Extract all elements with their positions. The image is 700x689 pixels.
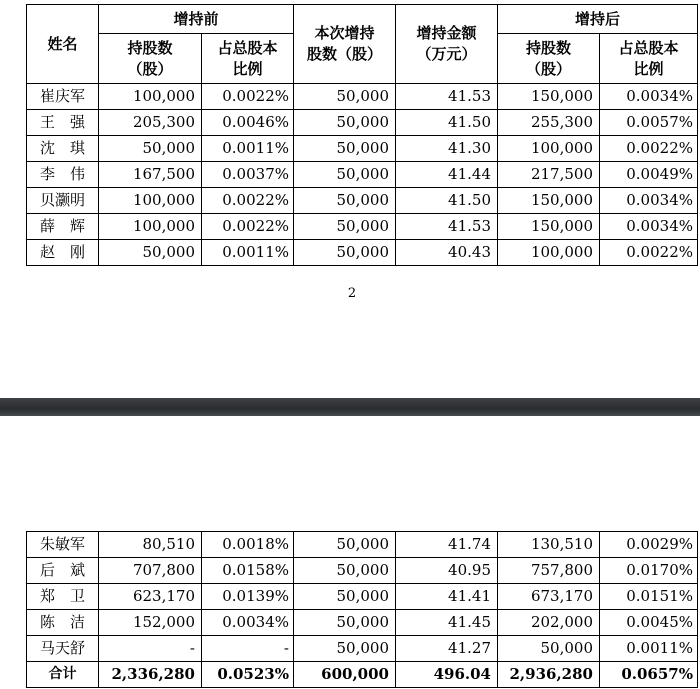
header-after-ratio xyxy=(600,34,698,84)
table-row xyxy=(27,532,698,558)
cell-after-shares: 150,000 xyxy=(498,214,600,240)
cell-amount: 40.43 xyxy=(396,240,498,266)
cell-name: 后 斌 xyxy=(27,558,99,584)
cell-after-ratio: 0.0151% xyxy=(600,584,698,610)
cell-amount: 41.45 xyxy=(396,610,498,636)
cell-after-shares: 100,000 xyxy=(498,136,600,162)
page-number: 2 xyxy=(347,286,357,301)
page-break-bar xyxy=(0,398,700,416)
cell-before-shares: 100,000 xyxy=(99,214,202,240)
cell-before-shares: 100,000 xyxy=(99,188,202,214)
cell-after-ratio: 0.0049% xyxy=(600,162,698,188)
header-amount-text: 增持金额 （万元） xyxy=(416,24,477,63)
cell-amount: 41.41 xyxy=(396,584,498,610)
cell-before-ratio: 0.0037% xyxy=(202,162,294,188)
cell-before-shares: 623,170 xyxy=(99,584,202,610)
cell-increase: 50,000 xyxy=(294,636,396,662)
table-row xyxy=(27,240,698,266)
cell-before-shares: 50,000 xyxy=(99,240,202,266)
cell-before-shares: 167,500 xyxy=(99,162,202,188)
cell-after-ratio: 0.0034% xyxy=(600,188,698,214)
cell-before-ratio: 0.0011% xyxy=(202,136,294,162)
table-row xyxy=(27,558,698,584)
cell-before-ratio: 0.0018% xyxy=(202,532,294,558)
cell-amount: 496.04 xyxy=(396,662,498,688)
cell-increase: 600,000 xyxy=(294,662,396,688)
cell-after-ratio: 0.0022% xyxy=(600,240,698,266)
cell-name: 朱敏军 xyxy=(27,532,99,558)
header-after-ratio-text: 占总股本 比例 xyxy=(618,38,679,78)
header-after-shares-text: 持股数 （股） xyxy=(525,38,571,78)
cell-after-shares: 100,000 xyxy=(498,240,600,266)
cell-increase: 50,000 xyxy=(294,162,396,188)
cell-increase: 50,000 xyxy=(294,584,396,610)
cell-name: 王 强 xyxy=(27,110,99,136)
header-after-shares xyxy=(498,34,600,84)
cell-after-ratio: 0.0657% xyxy=(600,662,698,688)
cell-after-shares: 202,000 xyxy=(498,610,600,636)
holdings-table-part-2 xyxy=(26,531,698,688)
cell-name: 马天舒 xyxy=(27,636,99,662)
cell-name: 李 伟 xyxy=(27,162,99,188)
cell-before-ratio: 0.0523% xyxy=(202,662,294,688)
cell-before-shares: 80,510 xyxy=(99,532,202,558)
cell-before-ratio: 0.0034% xyxy=(202,610,294,636)
cell-before-shares: 707,800 xyxy=(99,558,202,584)
header-after-group: 增持后 xyxy=(498,5,698,34)
cell-after-shares: 255,300 xyxy=(498,110,600,136)
cell-name: 崔庆军 xyxy=(27,84,99,110)
cell-increase: 50,000 xyxy=(294,84,396,110)
table-row xyxy=(27,214,698,240)
header-before-shares xyxy=(99,34,202,84)
cell-before-shares: 2,336,280 xyxy=(99,662,202,688)
cell-before-shares: - xyxy=(99,636,202,662)
cell-before-ratio: 0.0022% xyxy=(202,84,294,110)
cell-increase: 50,000 xyxy=(294,188,396,214)
cell-amount: 41.74 xyxy=(396,532,498,558)
cell-after-ratio: 0.0170% xyxy=(600,558,698,584)
cell-amount: 41.27 xyxy=(396,636,498,662)
table-row xyxy=(27,84,698,110)
cell-before-shares: 100,000 xyxy=(99,84,202,110)
cell-amount: 41.50 xyxy=(396,110,498,136)
cell-after-shares: 150,000 xyxy=(498,188,600,214)
total-row xyxy=(27,662,698,688)
cell-increase: 50,000 xyxy=(294,110,396,136)
cell-after-shares: 673,170 xyxy=(498,584,600,610)
cell-name: 合计 xyxy=(27,662,99,688)
cell-amount: 41.53 xyxy=(396,84,498,110)
cell-before-shares: 205,300 xyxy=(99,110,202,136)
cell-after-shares: 757,800 xyxy=(498,558,600,584)
table-row xyxy=(27,584,698,610)
header-this-increase-text: 本次增持 股数（股） xyxy=(306,24,382,63)
header-before-ratio-text: 占总股本 比例 xyxy=(217,38,278,78)
cell-increase: 50,000 xyxy=(294,214,396,240)
cell-after-ratio: 0.0022% xyxy=(600,136,698,162)
cell-amount: 41.50 xyxy=(396,188,498,214)
cell-after-ratio: 0.0045% xyxy=(600,610,698,636)
table-row xyxy=(27,110,698,136)
cell-after-ratio: 0.0034% xyxy=(600,214,698,240)
cell-increase: 50,000 xyxy=(294,240,396,266)
cell-before-ratio: 0.0022% xyxy=(202,214,294,240)
cell-after-ratio: 0.0011% xyxy=(600,636,698,662)
header-before-shares-text: 持股数 （股） xyxy=(127,38,173,78)
table-row xyxy=(27,136,698,162)
cell-after-shares: 130,510 xyxy=(498,532,600,558)
cell-before-ratio: 0.0022% xyxy=(202,188,294,214)
cell-amount: 40.95 xyxy=(396,558,498,584)
cell-before-ratio: 0.0046% xyxy=(202,110,294,136)
cell-after-ratio: 0.0034% xyxy=(600,84,698,110)
cell-after-shares: 2,936,280 xyxy=(498,662,600,688)
cell-name: 郑 卫 xyxy=(27,584,99,610)
cell-after-ratio: 0.0029% xyxy=(600,532,698,558)
cell-increase: 50,000 xyxy=(294,136,396,162)
cell-after-shares: 50,000 xyxy=(498,636,600,662)
cell-after-shares: 217,500 xyxy=(498,162,600,188)
cell-name: 赵 刚 xyxy=(27,240,99,266)
table-row xyxy=(27,610,698,636)
holdings-table-part-1 xyxy=(26,4,698,266)
cell-amount: 41.30 xyxy=(396,136,498,162)
cell-before-ratio: - xyxy=(202,636,294,662)
cell-after-ratio: 0.0057% xyxy=(600,110,698,136)
header-name: 姓名 xyxy=(27,5,99,84)
cell-name: 贝灏明 xyxy=(27,188,99,214)
cell-increase: 50,000 xyxy=(294,558,396,584)
cell-before-shares: 152,000 xyxy=(99,610,202,636)
cell-amount: 41.44 xyxy=(396,162,498,188)
cell-after-shares: 150,000 xyxy=(498,84,600,110)
table-row xyxy=(27,162,698,188)
header-before-ratio xyxy=(202,34,294,84)
table-body-part-2 xyxy=(27,532,698,688)
cell-name: 陈 洁 xyxy=(27,610,99,636)
cell-name: 沈 琪 xyxy=(27,136,99,162)
cell-before-ratio: 0.0158% xyxy=(202,558,294,584)
cell-before-shares: 50,000 xyxy=(99,136,202,162)
table-body-part-1 xyxy=(27,84,698,266)
cell-before-ratio: 0.0011% xyxy=(202,240,294,266)
header-before-group: 增持前 xyxy=(99,5,294,34)
header-this-increase xyxy=(294,5,396,84)
cell-increase: 50,000 xyxy=(294,610,396,636)
cell-increase: 50,000 xyxy=(294,532,396,558)
cell-name: 薛 辉 xyxy=(27,214,99,240)
cell-amount: 41.53 xyxy=(396,214,498,240)
table-row xyxy=(27,188,698,214)
cell-before-ratio: 0.0139% xyxy=(202,584,294,610)
header-amount xyxy=(396,5,498,84)
table-row xyxy=(27,636,698,662)
